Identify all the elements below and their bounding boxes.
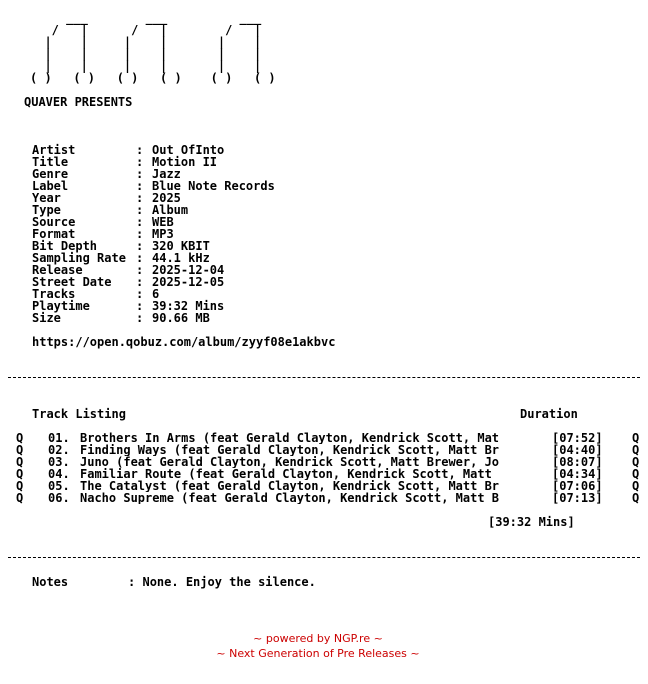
release-info-block [32, 144, 275, 324]
info-separator: : [136, 143, 144, 157]
track-marker-right: Q [632, 479, 640, 493]
info-separator: : [136, 191, 144, 205]
track-number: 06. [48, 491, 70, 505]
divider-top [8, 377, 640, 378]
track-duration: [07:52] [552, 431, 603, 445]
track-title: The Catalyst (feat Gerald Clayton, Kendrick Scott, Matt Br [80, 480, 500, 492]
info-separator: : [136, 239, 144, 253]
info-value: Motion II [152, 155, 218, 169]
info-value: 44.1 kHz [152, 251, 210, 265]
track-number: 03. [48, 455, 70, 469]
info-value: Blue Note Records [152, 179, 275, 193]
info-label: Title [32, 155, 69, 169]
track-row [16, 456, 640, 468]
track-duration: [07:13] [552, 491, 603, 505]
notes-value: None. Enjoy the silence. [142, 575, 316, 589]
info-value: Jazz [152, 167, 181, 181]
track-marker-left: Q [16, 431, 24, 445]
track-title: Nacho Supreme (feat Gerald Clayton, Kendrick Scott, Matt B [80, 492, 500, 504]
total-duration: [39:32 Mins] [488, 515, 575, 529]
info-value: 39:32 Mins [152, 299, 225, 313]
info-label: Size [32, 311, 61, 325]
info-separator: : [136, 215, 144, 229]
track-number: 02. [48, 443, 70, 457]
track-marker-right: Q [632, 443, 640, 457]
info-separator: : [136, 179, 144, 193]
info-value: MP3 [152, 227, 174, 241]
notes-row [32, 576, 316, 588]
info-separator: : [136, 287, 144, 301]
track-duration: [08:07] [552, 455, 603, 469]
info-separator: : [136, 155, 144, 169]
info-value: 2025-12-04 [152, 263, 225, 277]
track-marker-left: Q [16, 467, 24, 481]
info-label: Sampling Rate [32, 251, 126, 265]
track-title: Juno (feat Gerald Clayton, Kendrick Scott, Matt Brewer, Jo [80, 456, 500, 468]
track-marker-left: Q [16, 455, 24, 469]
info-separator: : [136, 275, 144, 289]
info-separator: : [136, 263, 144, 277]
notes-separator: : [128, 575, 136, 589]
info-separator: : [136, 299, 144, 313]
track-marker-right: Q [632, 467, 640, 481]
info-value: Album [152, 203, 189, 217]
track-marker-left: Q [16, 479, 24, 493]
track-title: Brothers In Arms (feat Gerald Clayton, Kendrick Scott, Mat [80, 432, 500, 444]
track-row [16, 432, 640, 444]
info-separator: : [136, 203, 144, 217]
info-value: 6 [152, 287, 160, 301]
info-label: Type [32, 203, 61, 217]
info-label: Artist [32, 143, 76, 157]
track-marker-right: Q [632, 455, 640, 469]
info-value: 90.66 MB [152, 311, 210, 325]
info-label: Format [32, 227, 76, 241]
info-label: Genre [32, 167, 69, 181]
info-label: Bit Depth [32, 239, 98, 253]
info-value: WEB [152, 215, 174, 229]
info-label: Playtime [32, 299, 90, 313]
track-listing-heading: Track Listing [32, 407, 126, 421]
track-row [16, 492, 640, 504]
track-number: 05. [48, 479, 70, 493]
track-row [16, 480, 640, 492]
track-row [16, 444, 640, 456]
info-row [32, 312, 275, 324]
info-label: Tracks [32, 287, 76, 301]
duration-heading: Duration [520, 407, 578, 421]
info-value: 320 KBIT [152, 239, 210, 253]
info-label: Source [32, 215, 76, 229]
track-marker-right: Q [632, 431, 640, 445]
track-row [16, 468, 640, 480]
track-duration: [07:06] [552, 479, 603, 493]
presents-heading: QUAVER PRESENTS [24, 95, 133, 109]
info-label: Release [32, 263, 83, 277]
track-title: Finding Ways (feat Gerald Clayton, Kendrick Scott, Matt Br [80, 444, 500, 456]
notes-label: Notes [32, 575, 69, 589]
divider-bottom [8, 557, 640, 558]
footer-tagline: ~ Next Generation of Pre Releases ~ [216, 647, 420, 660]
track-marker-right: Q [632, 491, 640, 505]
track-number: 01. [48, 431, 70, 445]
info-separator: : [136, 167, 144, 181]
info-label: Year [32, 191, 61, 205]
track-marker-left: Q [16, 491, 24, 505]
info-value: Out OfInto [152, 143, 225, 157]
info-value: 2025-12-05 [152, 275, 225, 289]
info-label: Street Date [32, 275, 112, 289]
track-list [16, 432, 640, 504]
info-separator: : [136, 251, 144, 265]
track-number: 04. [48, 467, 70, 481]
footer-powered-by[interactable]: ~ powered by NGP.re ~ [253, 632, 383, 645]
album-url[interactable]: https://open.qobuz.com/album/zyyf08e1akbvc [32, 335, 336, 349]
info-separator: : [136, 227, 144, 241]
track-duration: [04:34] [552, 467, 603, 481]
info-label: Label [32, 179, 69, 193]
track-marker-left: Q [16, 443, 24, 457]
ascii-logo: ___ ___ ___ / | / | / | | | | | | | | | | | | | | | | | | | ( ) ( ) ( ) ( ) ( ) ( ) [30, 11, 276, 85]
info-value: 2025 [152, 191, 181, 205]
info-separator: : [136, 311, 144, 325]
track-title: Familiar Route (feat Gerald Clayton, Kendrick Scott, Matt [80, 468, 500, 480]
track-duration: [04:40] [552, 443, 603, 457]
